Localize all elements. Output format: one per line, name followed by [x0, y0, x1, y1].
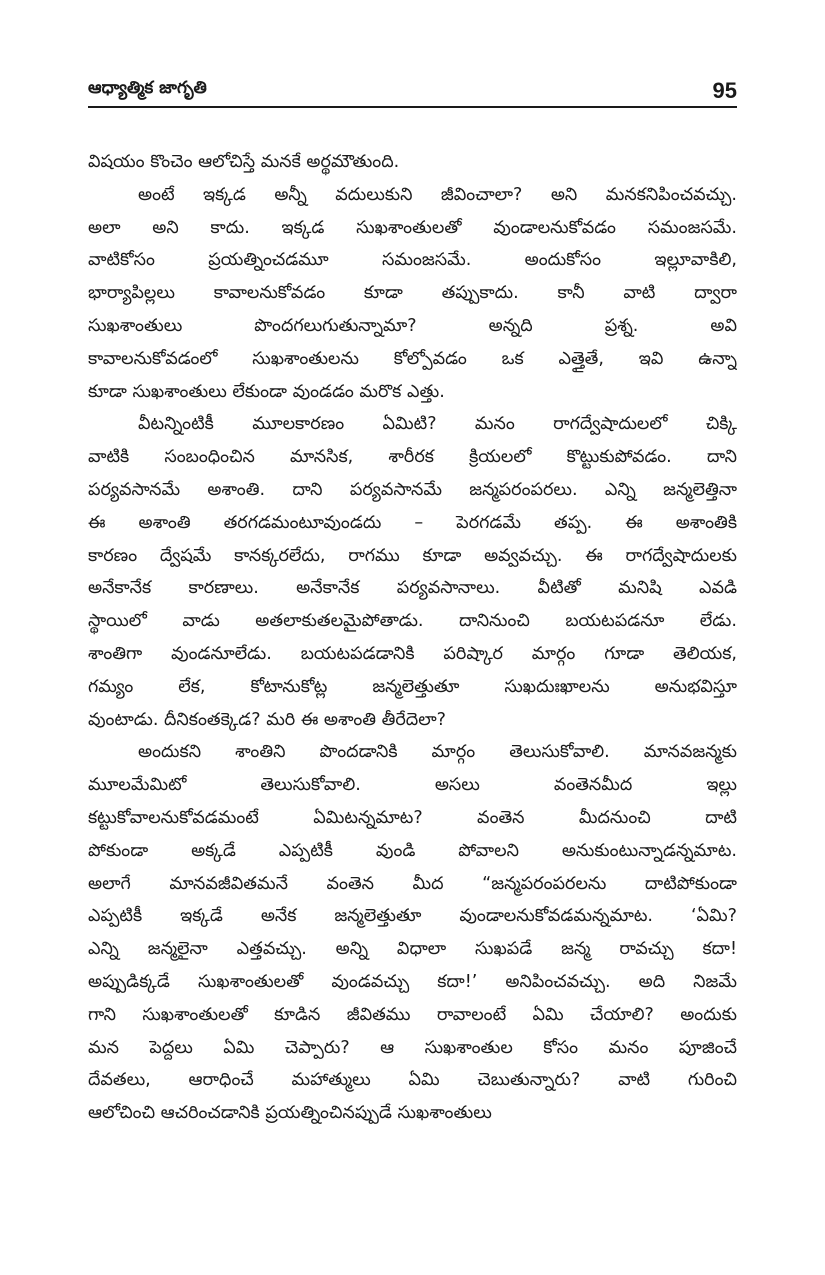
- text-line: కట్టుకోవాలనుకోవడమంటే ఏమిటన్నమాట? వంతెన మీదనుంచి దాటి: [88, 807, 737, 828]
- text-line: సుఖశాంతులు పొందగలుగుతున్నామా? అన్నది ప్రశ్న. అవి: [88, 315, 737, 336]
- text-line: విషయం కొంచెం ఆలోచిస్తే మనకే అర్థమౌతుంది.: [88, 152, 400, 172]
- text-line: పర్యవసానమే అశాంతి. దాని పర్యవసానమే జన్మపరంపరలు. ఎన్ని జన్మలెత్తినా: [88, 479, 737, 500]
- text-line: కూడా సుఖశాంతులు లేకుండా వుండడం మరొక ఎత్తు.: [88, 381, 445, 402]
- text-line: కావాలనుకోవడంలో సుఖశాంతులను కోల్పోవడం ఒక ఎత్తైతే, ఇవి ఉన్నా: [88, 348, 737, 369]
- running-title: ఆధ్యాత్మిక జాగృతి: [88, 78, 207, 98]
- body-text: [88, 146, 737, 1130]
- paragraph: [88, 146, 737, 179]
- text-line: గాని సుఖశాంతులతో కూడిన జీవితము రావాలంటే ఏమి చేయాలి? అందుకు: [88, 1004, 737, 1025]
- text-line: కారణం ద్వేషమే కానక్కరలేదు, రాగము కూడా అవ్వవచ్చు. ఈ రాగద్వేషాదులకు: [88, 545, 737, 566]
- text-line: అనేకానేక కారణాలు. అనేకానేక పర్యవసానాలు. వీటితో మనిషి ఎవడి: [88, 578, 737, 599]
- text-line: ఎప్పటికీ ఇక్కడే అనేక జన్మలెత్తుతూ వుండాలనుకోవడమన్నమాట. ‘ఏమి?: [88, 906, 737, 927]
- paragraph: [88, 736, 737, 1130]
- text-line: గమ్యం లేక, కోటానుకోట్ల జన్మలెత్తుతూ సుఖదుఃఖాలను అనుభవిస్తూ: [88, 676, 737, 697]
- text-line: ఆలోచించి ఆచరించడానికి ప్రయత్నించినప్పుడే సుఖశాంతులు: [88, 1103, 492, 1124]
- text-line: అంటే ఇక్కడ అన్నీ వదులుకుని జీవించాలా? అని మనకనిపించవచ్చు.: [138, 184, 737, 205]
- text-line: అలాగే మానవజీవితమనే వంతెన మీద “జన్మపరంపరలను దాటిపోకుండా: [88, 873, 737, 894]
- text-line: ఎన్ని జన్మలైనా ఎత్తవచ్చు. అన్ని విధాలా సుఖపడే జన్మ రావచ్చు కదా!: [88, 939, 737, 960]
- paragraph: [88, 408, 737, 736]
- text-line: మూలమేమిటో తెలుసుకోవాలి. అసలు వంతెనమీద ఇల్లు: [88, 775, 737, 796]
- text-line: శాంతిగా వుండనూలేడు. బయటపడడానికి పరిష్కార మార్గం గూడా తెలియక,: [88, 643, 737, 664]
- paragraph: [88, 179, 737, 409]
- text-line: వుంటాడు. దీనికంతక్కెడ? మరి ఈ అశాంతి తీరేదెలా?: [88, 709, 446, 730]
- text-line: వాటికి సంబంధించిన మానసిక, శారీరక క్రియలలో కొట్టుకుపోవడం. దాని: [88, 447, 737, 468]
- text-line: అందుకని శాంతిని పొందడానికి మార్గం తెలుసుకోవాలి. మానవజన్మకు: [138, 742, 737, 763]
- page-header: [88, 72, 737, 108]
- text-line: వాటికోసం ప్రయత్నించడమూ సమంజసమే. అందుకోసం ఇల్లూవాకిలి,: [88, 250, 737, 271]
- text-line: అలా అని కాదు. ఇక్కడ సుఖశాంతులతో వుండాలనుకోవడం సమంజసమే.: [88, 217, 737, 238]
- text-line: దేవతలు, ఆరాధించే మహాత్ములు ఏమి చెబుతున్నారు? వాటి గురించి: [88, 1070, 737, 1091]
- text-line: స్థాయిలో వాడు అతలాకుతలమైపోతాడు. దానినుంచి బయటపడనూ లేడు.: [88, 611, 737, 632]
- text-line: భార్యాపిల్లలు కావాలనుకోవడం కూడా తప్పుకాదు. కానీ వాటి ద్వారా: [88, 283, 737, 304]
- text-line: మన పెద్దలు ఏమి చెప్పారు? ఆ సుఖశాంతుల కోసం మనం పూజించే: [88, 1037, 737, 1058]
- page-number: 95: [712, 78, 737, 103]
- text-line: ఈ అశాంతి తరగడమంటూవుండదు – పెరగడమే తప్ప. ఈ అశాంతికి: [88, 512, 737, 533]
- text-line: వీటన్నింటికీ మూలకారణం ఏమిటి? మనం రాగద్వేషాదులలో చిక్కి: [138, 414, 737, 435]
- text-line: పోకుండా అక్కడే ఎప్పటికీ వుండి పోవాలని అనుకుంటున్నాడన్నమాట.: [88, 840, 737, 861]
- text-line: అప్పుడిక్కడే సుఖశాంతులతో వుండవచ్చు కదా!’ అనిపించవచ్చు. అది నిజమే: [88, 971, 737, 992]
